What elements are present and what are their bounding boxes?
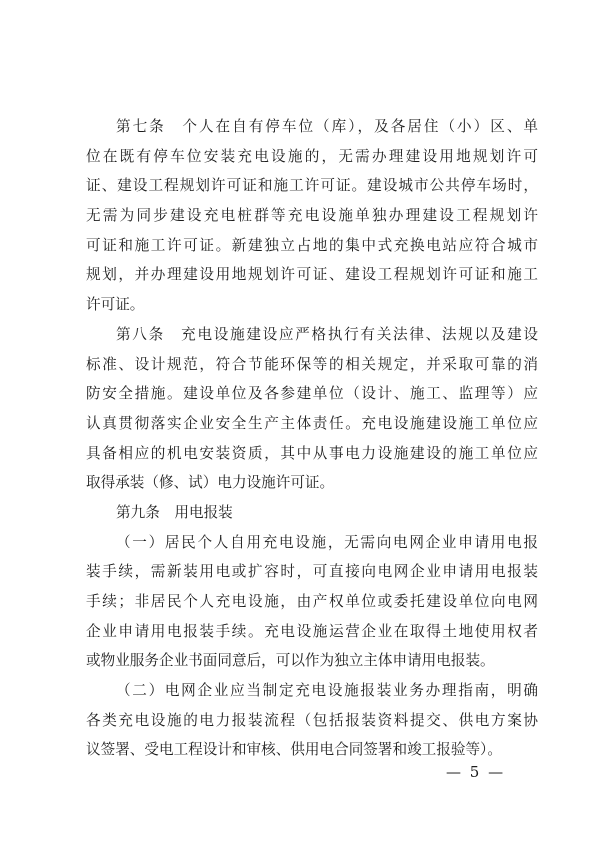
text-line: 装手续，需新装用电或扩容时，可直接向电网企业申请用电报装 — [86, 563, 538, 581]
text-line: 可证和施工许可证。新建独立占地的集中式充换电站应符合城市 — [86, 236, 538, 254]
document-body — [86, 112, 538, 765]
text-line: 无需为同步建设充电桩群等充电设施单独办理建设工程规划许 — [86, 207, 538, 225]
paragraph-article-7 — [86, 112, 538, 320]
paragraph-article-9-item-2 — [86, 676, 538, 765]
text-line: （一）居民个人自用充电设施，无需向电网企业申请用电报 — [116, 533, 538, 551]
text-line: 第七条 个人在自有停车位（库），及各居住（小）区、单 — [116, 118, 538, 135]
text-line: 手续；非居民个人充电设施，由产权单位或委托建设单位向电网 — [86, 593, 538, 610]
text-line: 取得承装（修、试）电力设施许可证。 — [86, 474, 335, 492]
text-line: 防安全措施。建设单位及各参建单位（设计、施工、监理等）应 — [86, 385, 538, 403]
text-line: 具备相应的机电安装资质，其中从事电力设施建设的施工单位应 — [86, 444, 538, 462]
text-line: 许可证。 — [86, 296, 145, 314]
text-line: 位在既有停车位安装充电设施的，无需办理建设用地规划许可 — [86, 147, 538, 165]
text-line: 议签署、受电工程设计和审核、供用电合同签署和竣工报验等）。 — [86, 741, 502, 759]
text-line: 证、建设工程规划许可证和施工许可证。建设城市公共停车场时， — [86, 177, 538, 195]
text-line: 或物业服务企业书面同意后，可以作为独立主体申请用电报装。 — [86, 652, 495, 670]
text-line: 各类充电设施的电力报装流程（包括报装资料提交、供电方案协 — [86, 711, 538, 729]
text-line: 标准、设计规范，符合节能环保等的相关规定，并采取可靠的消 — [86, 355, 538, 373]
text-line: 认真贯彻落实企业安全生产主体责任。充电设施建设施工单位应 — [86, 414, 538, 432]
heading-article-9 — [86, 498, 538, 528]
page-number: — 5 — — [446, 763, 506, 781]
text-line: 规划，并办理建设用地规划许可证、建设工程规划许可证和施工 — [86, 266, 538, 284]
section-heading: 第九条 用电报装 — [116, 503, 233, 521]
text-line: 企业申请用电报装手续。充电设施运营企业在取得土地使用权者 — [86, 622, 538, 640]
paragraph-article-9-item-1 — [86, 528, 538, 676]
paragraph-article-8 — [86, 320, 538, 498]
text-line: （二）电网企业应当制定充电设施报装业务办理指南，明确 — [116, 682, 538, 700]
text-line: 第八条 充电设施建设应严格执行有关法律、法规以及建设 — [116, 325, 538, 343]
